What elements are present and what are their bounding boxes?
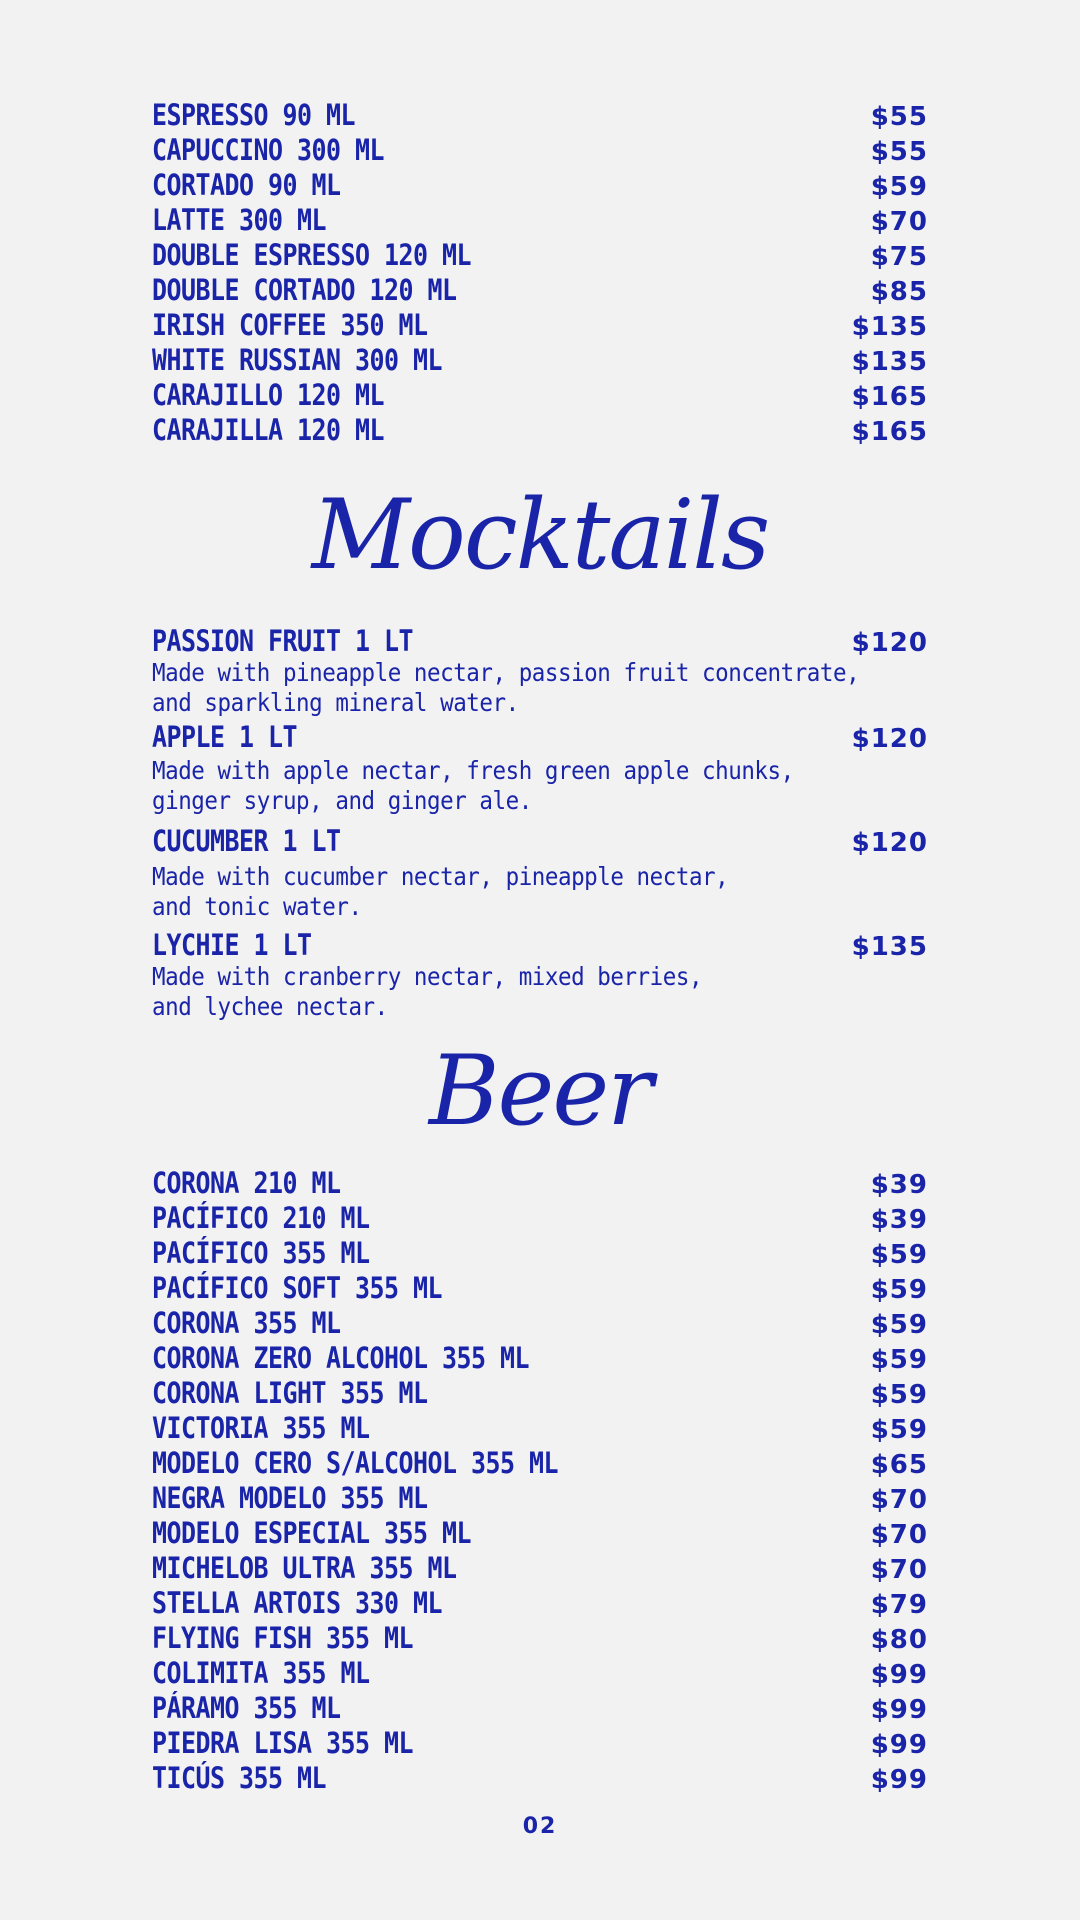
item-price: $99 — [870, 1660, 928, 1690]
mocktails-list — [152, 624, 942, 1028]
item-price: $59 — [870, 1310, 928, 1340]
item-name: CORONA 355 ML — [152, 1306, 341, 1340]
item-price: $39 — [870, 1205, 928, 1235]
item-name: TICÚS 355 ML — [152, 1761, 327, 1795]
item-name: DOUBLE CORTADO 120 ML — [152, 273, 457, 307]
menu-item — [152, 1621, 928, 1656]
item-name: IRISH COFFEE 350 ML — [152, 308, 428, 342]
item-name: PÁRAMO 355 ML — [152, 1691, 341, 1725]
item-name: CARAJILLO 120 ML — [152, 378, 384, 412]
item-name: MODELO CERO S/ALCOHOL 355 ML — [152, 1446, 558, 1480]
menu-item — [152, 1166, 928, 1201]
item-name: PACÍFICO SOFT 355 ML — [152, 1271, 442, 1305]
item-price: $65 — [870, 1450, 928, 1480]
item-name: DOUBLE ESPRESSO 120 ML — [152, 238, 471, 272]
item-price: $70 — [870, 207, 928, 237]
item-price: $59 — [870, 172, 928, 202]
menu-item — [152, 1446, 928, 1481]
item-price: $70 — [870, 1555, 928, 1585]
item-name: LYCHIE 1 LT — [152, 928, 312, 962]
item-name: CARAJILLA 120 ML — [152, 413, 384, 447]
section-title-beer: Beer — [428, 1035, 652, 1147]
item-price: $99 — [870, 1730, 928, 1760]
item-description: Made with pineapple nectar, passion fruit concentrate, — [152, 658, 860, 687]
item-name: CAPUCCINO 300 ML — [152, 133, 384, 167]
mocktail-item — [152, 928, 942, 1028]
menu-item — [152, 1411, 928, 1446]
item-description: Made with apple nectar, fresh green apple chunks, — [152, 756, 794, 785]
item-price: $75 — [870, 242, 928, 272]
menu-item — [152, 273, 928, 308]
item-price: $120 — [851, 724, 928, 754]
item-name: PACÍFICO 210 ML — [152, 1201, 370, 1235]
menu-item — [152, 1271, 928, 1306]
item-name: PASSION FRUIT 1 LT — [152, 624, 413, 658]
item-description: Made with cranberry nectar, mixed berries, — [152, 962, 703, 991]
menu-item — [152, 1201, 928, 1236]
item-description: and lychee nectar. — [152, 992, 388, 1021]
menu-item — [152, 308, 928, 343]
menu-item — [152, 98, 928, 133]
item-price: $135 — [851, 347, 928, 377]
item-name: CORONA 210 ML — [152, 1166, 341, 1200]
item-name: PACÍFICO 355 ML — [152, 1236, 370, 1270]
mocktail-item — [152, 720, 942, 824]
item-name: COLIMITA 355 ML — [152, 1656, 370, 1690]
coffee-list — [152, 98, 928, 448]
beer-list — [152, 1166, 928, 1796]
menu-item — [152, 238, 928, 273]
item-name: LATTE 300 ML — [152, 203, 327, 237]
item-description: Made with cucumber nectar, pineapple nectar, — [152, 862, 729, 891]
item-description: and sparkling mineral water. — [152, 688, 519, 717]
item-price: $59 — [870, 1275, 928, 1305]
item-price: $120 — [851, 628, 928, 658]
page-number: 02 — [522, 1814, 558, 1839]
item-name: NEGRA MODELO 355 ML — [152, 1481, 428, 1515]
item-price: $80 — [870, 1625, 928, 1655]
item-name: CORTADO 90 ML — [152, 168, 341, 202]
menu-item — [152, 1656, 928, 1691]
item-price: $59 — [870, 1415, 928, 1445]
item-price: $135 — [851, 312, 928, 342]
item-price: $120 — [851, 828, 928, 858]
item-name: STELLA ARTOIS 330 ML — [152, 1586, 442, 1620]
menu-item — [152, 1306, 928, 1341]
menu-item — [152, 203, 928, 238]
item-price: $135 — [851, 932, 928, 962]
menu-item — [152, 413, 928, 448]
item-price: $59 — [870, 1345, 928, 1375]
item-price: $79 — [870, 1590, 928, 1620]
item-price: $55 — [870, 137, 928, 167]
item-name: MICHELOB ULTRA 355 ML — [152, 1551, 457, 1585]
menu-item — [152, 1691, 928, 1726]
item-name: CORONA LIGHT 355 ML — [152, 1376, 428, 1410]
item-price: $55 — [870, 102, 928, 132]
item-price: $39 — [870, 1170, 928, 1200]
item-price: $99 — [870, 1695, 928, 1725]
item-name: PIEDRA LISA 355 ML — [152, 1726, 413, 1760]
menu-item — [152, 1341, 928, 1376]
menu-item — [152, 1586, 928, 1621]
item-price: $70 — [870, 1520, 928, 1550]
menu-item — [152, 1516, 928, 1551]
menu-item — [152, 168, 928, 203]
item-name: VICTORIA 355 ML — [152, 1411, 370, 1445]
menu-item — [152, 133, 928, 168]
mocktail-item — [152, 624, 942, 720]
menu-item — [152, 343, 928, 378]
menu-item — [152, 1761, 928, 1796]
item-price: $165 — [851, 382, 928, 412]
item-description: and tonic water. — [152, 892, 362, 921]
menu-item — [152, 1481, 928, 1516]
menu-item — [152, 1551, 928, 1586]
item-price: $59 — [870, 1240, 928, 1270]
item-name: APPLE 1 LT — [152, 720, 298, 754]
item-price: $99 — [870, 1765, 928, 1795]
item-name: ESPRESSO 90 ML — [152, 98, 356, 132]
item-name: FLYING FISH 355 ML — [152, 1621, 413, 1655]
item-name: CUCUMBER 1 LT — [152, 824, 341, 858]
menu-item — [152, 1376, 928, 1411]
menu-item — [152, 1236, 928, 1271]
item-name: WHITE RUSSIAN 300 ML — [152, 343, 442, 377]
item-price: $59 — [870, 1380, 928, 1410]
item-name: CORONA ZERO ALCOHOL 355 ML — [152, 1341, 529, 1375]
item-price: $70 — [870, 1485, 928, 1515]
item-name: MODELO ESPECIAL 355 ML — [152, 1516, 471, 1550]
menu-item — [152, 378, 928, 413]
section-title-mocktails: Mocktails — [311, 479, 769, 591]
mocktail-item — [152, 824, 942, 928]
menu-item — [152, 1726, 928, 1761]
item-description: ginger syrup, and ginger ale. — [152, 786, 532, 815]
item-price: $85 — [870, 277, 928, 307]
item-price: $165 — [851, 417, 928, 447]
